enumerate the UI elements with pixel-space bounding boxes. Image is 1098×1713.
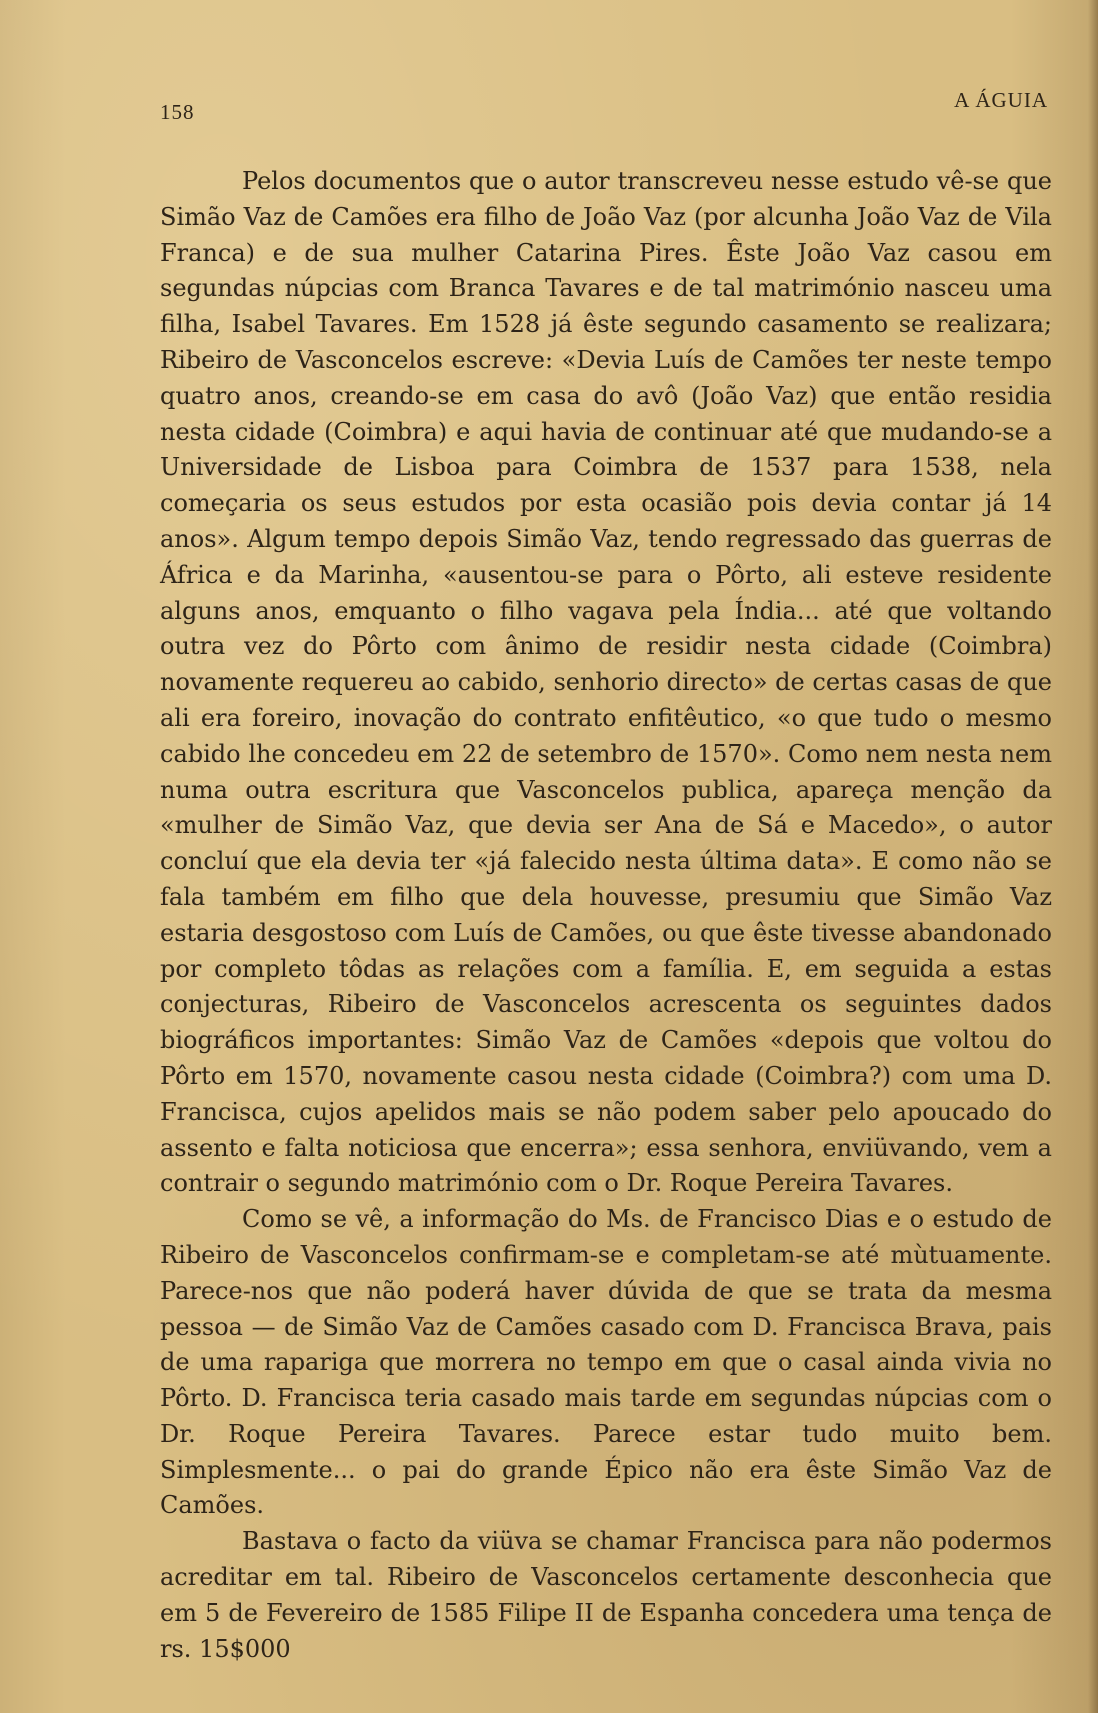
paragraph: Bastava o facto da viüva se chamar Francisca para não podermos acreditar em tal. Ribeiro de Vasconcelos certamente desconhecia que em 5 de Fevereiro de 1585 Filipe II de Espanha concedera uma tença de rs. 15$000 <box>160 1527 1052 1663</box>
body-text <box>160 164 1052 1667</box>
paragraph: Pelos documentos que o autor transcreveu nesse estudo vê-se que Simão Vaz de Camões era filho de João Vaz (por alcunha João Vaz de Vila Franca) e de sua mulher Catarina Pires. Êste João Vaz casou em segundas núpcias com Branca Tavares e de tal matrimónio nasceu uma filha, Isabel Tavares. Em 1528 já êste segundo casamento se realizara; Ribeiro de Vasconcelos escreve: «Devia Luís de Camões ter neste tempo quatro anos, creando-se em casa do avô (João Vaz) que então residia nesta cidade (Coimbra) e aqui havia de continuar até que mudando-se a Universidade de Lisboa para Coimbra de 1537 para 1538, nela começaria os seus estudos por esta ocasião pois devia contar já 14 anos». Algum tempo depois Simão Vaz, tendo regressado das guerras de África e da Marinha, «ausentou-se para o Pôrto, ali esteve residente alguns anos, emquanto o filho vagava pela Índia... até que voltando outra vez do Pôrto com ânimo de residir nesta cidade (Coimbra) novamente requereu ao cabido, senhorio directo» de certas casas de que ali era foreiro, inovação do contrato enfitêutico, «o que tudo o mesmo cabido lhe concedeu em 22 de setembro de 1570». Como nem nesta nem numa outra escritura que Vasconcelos publica, apareça menção da «mulher de Simão Vaz, que devia ser Ana de Sá e Macedo», o autor concluí que ela devia ter «já falecido nesta última data». E como não se fala também em filho que dela houvesse, presumiu que Simão Vaz estaria desgostoso com Luís de Camões, ou que êste tivesse abandonado por completo tôdas as relações com a família. E, em seguida a estas conjecturas, Ribeiro de Vasconcelos acrescenta os seguintes dados biográficos importantes: Simão Vaz de Camões «depois que voltou do Pôrto em 1570, novamente casou nesta cidade (Coimbra?) com uma D. Francisca, cujos apelidos mais se não podem saber pelo apoucado do assento e falta noticiosa que encerra»; essa senhora, enviüvando, vem a contrair o segundo matrimónio com o Dr. Roque Pereira Tavares. <box>160 167 1052 1198</box>
page-edge-shadow <box>1088 0 1098 1713</box>
journal-title: A ÁGUIA <box>954 88 1048 112</box>
paragraph: Como se vê, a informação do Ms. de Francisco Dias e o estudo de Ribeiro de Vasconcelos confirmam-se e completam-se até mùtuamente. Parece-nos que não poderá haver dúvida de que se trata da mesma pessoa — de Simão Vaz de Camões casado com D. Francisca Brava, pais de uma rapariga que morrera no tempo em que o casal ainda vivia no Pôrto. D. Francisca teria casado mais tarde em segundas núpcias com o Dr. Roque Pereira Tavares. Parece estar tudo muito bem. Simplesmente... o pai do grande Épico não era êste Simão Vaz de Camões. <box>160 1205 1052 1520</box>
page-number: 158 <box>160 100 195 124</box>
running-head <box>160 88 1048 128</box>
